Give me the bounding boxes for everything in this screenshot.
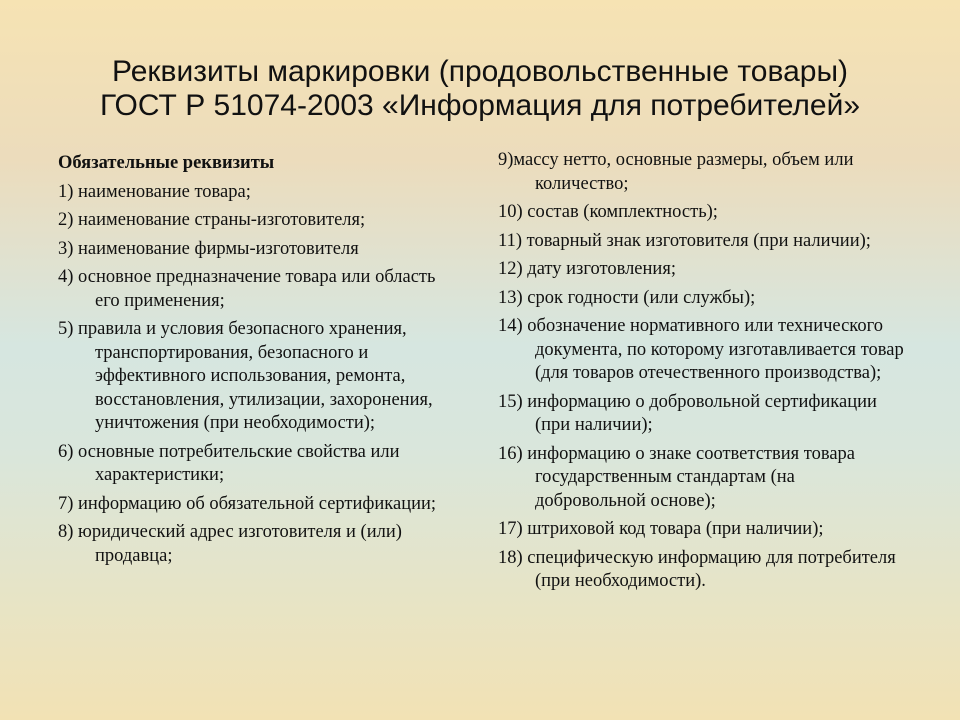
list-item: 7) информацию об обязательной сертификации; — [58, 493, 437, 514]
list-item: 3) наименование фирмы-изготовителя — [58, 238, 359, 259]
list-item: 16) информацию о знаке соответствия товара государственным стандартам (на добровольной основе); — [498, 443, 856, 511]
list-item: 17) штриховой код товара (при наличии); — [498, 519, 824, 539]
list-item: 2) наименование страны-изготовителя; — [58, 210, 366, 230]
list-item: 10) состав (комплектность); — [498, 202, 718, 222]
slide-title-line-1: Реквизиты маркировки (продовольственные товары) — [112, 55, 848, 88]
list-item: 14) обозначение нормативного или технического документа, по которому изготавливается товар (для товаров отечественного производства); — [498, 316, 904, 383]
list-item: 8) юридический адрес изготовителя и (или) продавца; — [58, 522, 402, 566]
list-item: 18) специфическую информацию для потребителя (при необходимости). — [498, 547, 896, 591]
list-item: 9)массу нетто, основные размеры, объем или количество; — [498, 150, 854, 194]
slide-title — [40, 55, 920, 123]
list-item: 13) срок годности (или службы); — [498, 287, 756, 308]
required-details-heading: Обязательные реквизиты — [58, 153, 275, 173]
slide-title-line-2: ГОСТ Р 51074-2003 «Информация для потребителей» — [99, 89, 861, 122]
list-item: 12) дату изготовления; — [498, 259, 676, 279]
list-item: 4) основное предназначение товара или область его применения; — [58, 267, 436, 311]
list-item: 6) основные потребительские свойства или характеристики; — [58, 441, 400, 485]
right-column — [498, 149, 906, 599]
list-item: 5) правила и условия безопасного хранения, транспортирования, безопасного и эффективного использования, ремонта, восстановления, утилизации, захоронения, уничтожения (при необходимости); — [58, 319, 433, 433]
list-item: 1) наименование товара; — [58, 181, 251, 202]
list-item: 15) информацию о добровольной сертификации (при наличии); — [498, 391, 877, 435]
left-column — [58, 152, 458, 573]
list-item: 11) товарный знак изготовителя (при наличии); — [498, 230, 871, 251]
